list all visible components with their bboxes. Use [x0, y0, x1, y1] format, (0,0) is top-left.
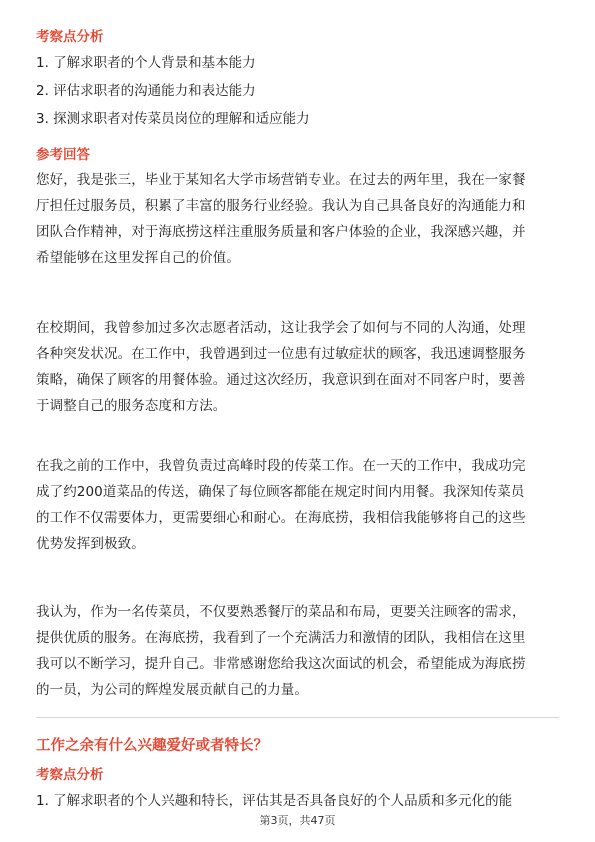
answer-heading: 参考回答: [36, 147, 90, 163]
answer-paragraph-3: 在我之前的工作中，我曾负责过高峰时段的传菜工作。在一天的工作中，我成功完 成了约200道菜品的传送，确保了每位顾客都能在规定时间内用餐。我深知传菜员 的工作不仅需要体力，更需要细心和耐心。在海底捞，我相信我能够将自己的这些 优势发挥到极致。: [36, 458, 526, 552]
analysis-heading-2: 考察点分析: [36, 767, 104, 783]
analysis-point-3: 3. 探测求职者对传菜员岗位的理解和适应能力: [36, 111, 310, 127]
section-divider: [36, 717, 559, 718]
analysis-point-2-1: 1. 了解求职者的个人兴趣和特长，评估其是否具备良好的个人品质和多元化的能: [36, 793, 513, 809]
answer-paragraph-4: 我认为，作为一名传菜员，不仅要熟悉餐厅的菜品和布局，更要关注顾客的需求， 提供优质的服务。在海底捞，我看到了一个充满活力和激情的团队，我相信在这里 我可以不断学习，提升自己。非常感谢您给我这次面试的机会，希望能成为海底捞 的一员，为公司的辉煌发展贡献自己的力量。: [36, 604, 526, 698]
analysis-heading: 考察点分析: [36, 29, 104, 45]
page-number: 第3页，共47页: [259, 814, 336, 827]
answer-paragraph-2: 在校期间，我曾参加过多次志愿者活动，这让我学会了如何与不同的人沟通，处理 各种突发状况。在工作中，我曾遇到过一位患有过敏症状的顾客，我迅速调整服务 策略，确保了顾客的用餐体验。通过这次经历，我意识到在面对不同客户时，要善 于调整自己的服务态度和方法。: [36, 320, 526, 414]
answer-paragraph-1: 您好，我是张三，毕业于某知名大学市场营销专业。在过去的两年里，我在一家餐 厅担任过服务员，积累了丰富的服务行业经验。我认为自己具备良好的沟通能力和 团队合作精神，对于海底捞这样注重服务质量和客户体验的企业，我深感兴趣，并 希望能够在这里发挥自己的价值。: [36, 172, 526, 266]
question-heading: 工作之余有什么兴趣爱好或者特长？: [36, 738, 268, 754]
analysis-point-1: 1. 了解求职者的个人背景和基本能力: [36, 55, 256, 71]
analysis-point-2: 2. 评估求职者的沟通能力和表达能力: [36, 83, 256, 99]
